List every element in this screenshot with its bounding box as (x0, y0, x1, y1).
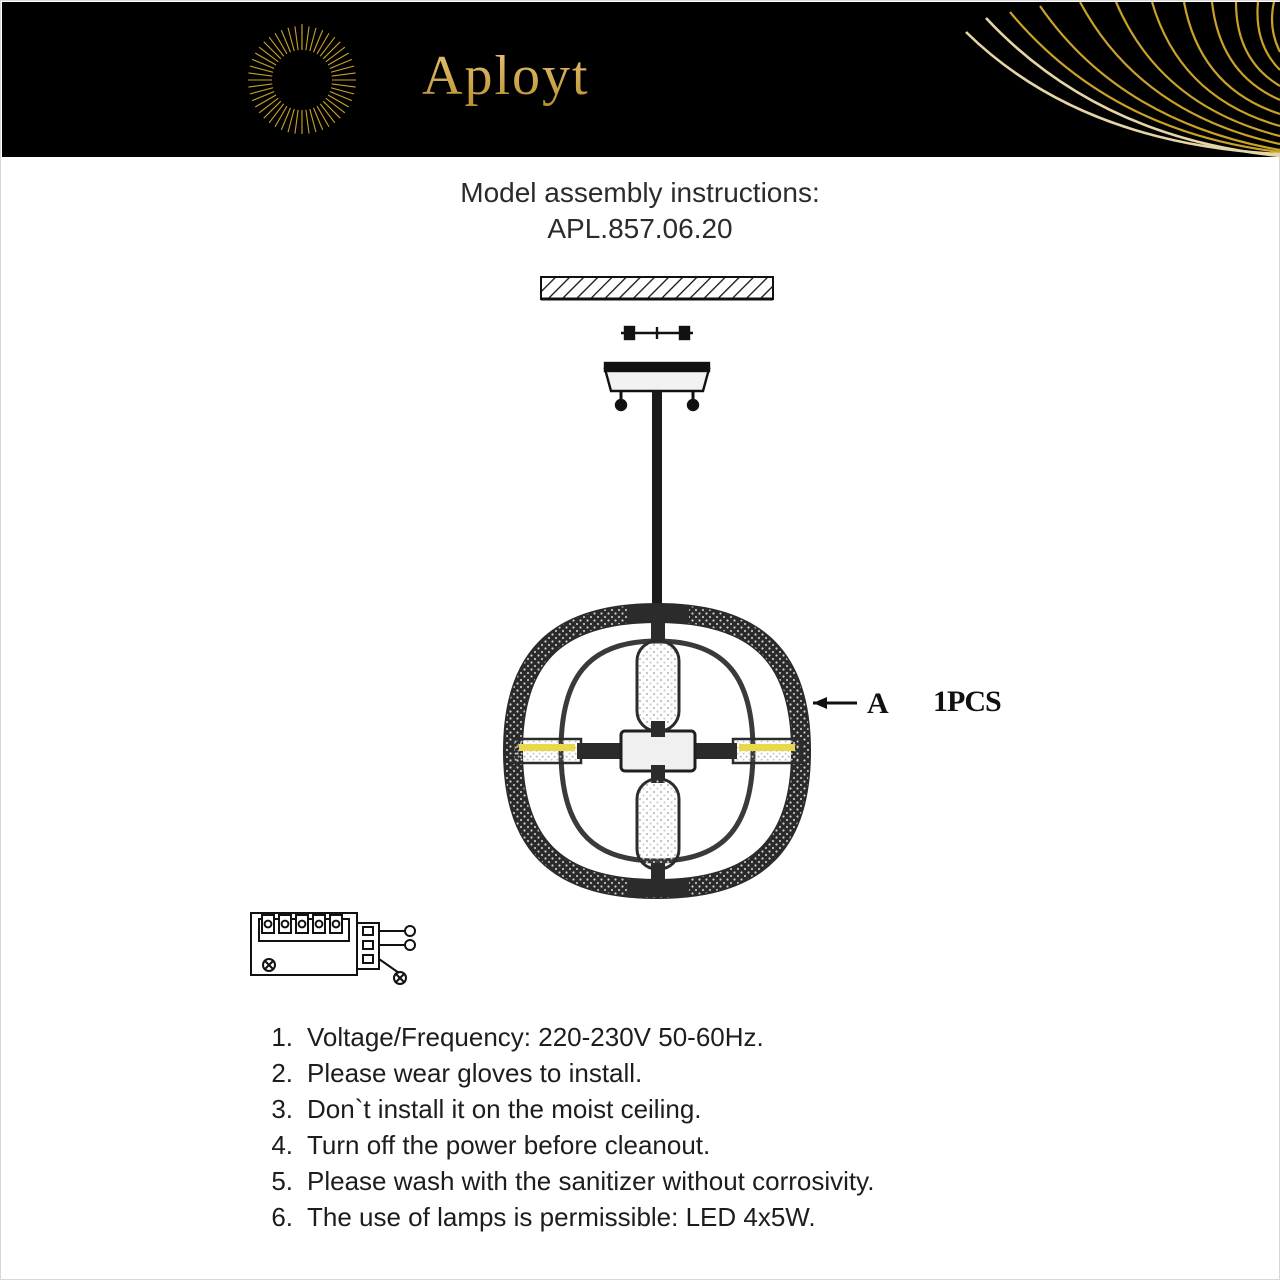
mounting-bracket-icon (621, 327, 693, 339)
model-code: APL.857.06.20 (547, 213, 733, 244)
note-text: Turn off the power before cleanout. (307, 1130, 711, 1160)
note-text: Please wash with the sanitizer without corrosivity. (307, 1166, 875, 1196)
assembly-drawing (1, 251, 1280, 1011)
note-number: 1. (271, 1022, 293, 1052)
note-text: Don`t install it on the moist ceiling. (307, 1094, 702, 1124)
list-item (251, 1091, 1231, 1127)
callout-arrow-icon (813, 697, 857, 709)
suspension-rod-icon (652, 391, 662, 609)
terminal-block-icon (251, 913, 415, 984)
note-text: The use of lamps is permissible: LED 4x5W. (307, 1202, 816, 1232)
page-title: Model assembly instructions: (460, 177, 820, 208)
brand-name: Aployt (422, 45, 590, 107)
fan-rays-icon (780, 2, 1280, 157)
note-text: Please wear gloves to install. (307, 1058, 643, 1088)
list-item (251, 1019, 1231, 1055)
crystal-ring-pendant-icon (513, 605, 801, 897)
hatched-ceiling-icon (541, 277, 773, 299)
sunburst-icon (234, 20, 370, 140)
instruction-notes (251, 1019, 1231, 1235)
note-number: 2. (271, 1058, 293, 1088)
list-item (251, 1199, 1231, 1235)
header-band (2, 2, 1280, 157)
list-item (251, 1163, 1231, 1199)
note-number: 3. (271, 1094, 293, 1124)
list-item (251, 1127, 1231, 1163)
note-text: Voltage/Frequency: 220-230V 50-60Hz. (307, 1022, 764, 1052)
callout-quantity: 1PCS (933, 685, 1001, 718)
note-number: 5. (271, 1166, 293, 1196)
callout-label: A (867, 687, 889, 720)
note-number: 6. (271, 1202, 293, 1232)
list-item (251, 1055, 1231, 1091)
note-number: 4. (271, 1130, 293, 1160)
